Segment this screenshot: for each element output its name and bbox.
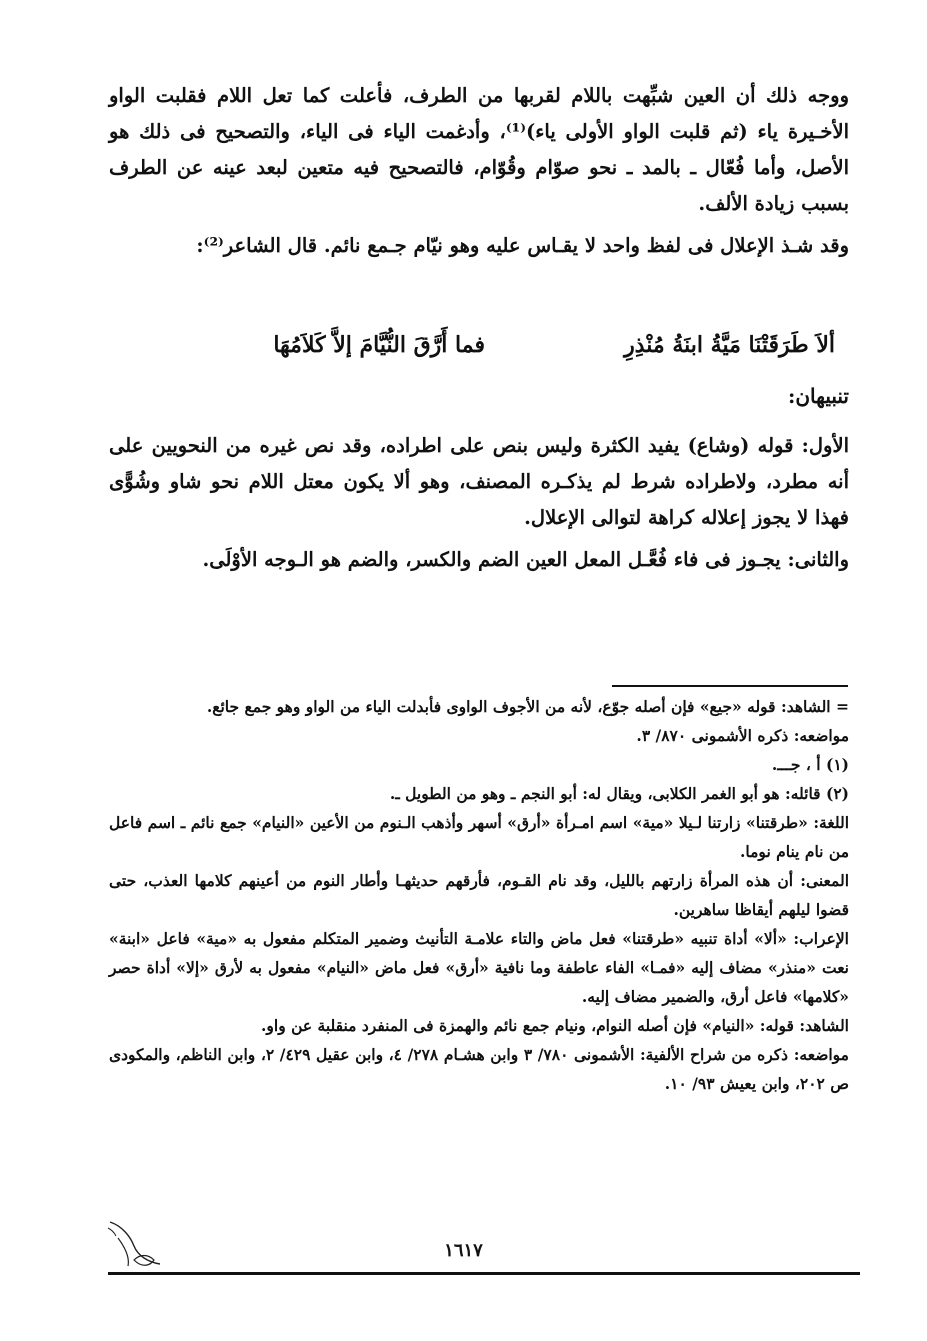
page-number: ١٦١٧ (444, 1240, 483, 1261)
footnote (109, 866, 849, 924)
footnote-label: الشاهد: (799, 1016, 849, 1035)
footnote-text: أن هذه المرأة زارتهم بالليل، وقد نام القـوم، فأرقهم حديثهـا وأطار النوم من أعينهم كلامها العذب، حتى قضوا ليلهم أيقاظا ساهرين. (109, 871, 849, 919)
footnote-label: المعنى: (800, 871, 850, 890)
footnote (109, 779, 849, 808)
footnote-text: قوله: «النيام» فإن أصله النوام، ونيام جمع نائم والهمزة فى المنفرد منقلبة عن واو. (261, 1016, 794, 1035)
paragraph: والثانى: يجـوز فى فاء فُعَّـل المعل العين الضم والكسر، والضم هو الـوجه الأوْلَى. (202, 548, 849, 571)
section-heading: تنبيهان: (787, 384, 849, 408)
footnote-text: هو أبو الغمر الكلابى، ويقال له: أبو النجم ـ وهو من الطويل ـ. (389, 784, 780, 803)
footnote-text: أ ، جـــ. (771, 755, 821, 774)
footnote-text: «ألا» أداة تنبيه «طرقتنا» فعل ماض والتاء علامـة التأنيث وضمير المتكلم مفعول به «مية» فاعل «ابنة» نعت «منذر» مضاف إليه «فمـا» الفاء عاطفة وما نافية «أرق» فعل ماض «النيام» مفعول به لأرق «إلا» أداة حصر «كلامها» فاعل أرق، والضمير مضاف إليه. (109, 929, 849, 1006)
bottom-rule (108, 1272, 860, 1275)
footnote-label: مواضعه: (793, 726, 849, 745)
footnote-label: اللغة: (813, 813, 849, 832)
footnotes (109, 692, 849, 1098)
footnote (109, 1040, 849, 1098)
footnote (109, 750, 849, 779)
footnote-text: ذكره من شراح الألفية: الأشمونى ٧٨٠/ ٣ وابن هشـام ٢٧٨/ ٤، وابن عقيل ٤٢٩/ ٢، وابن الناظم، والمكودى ص ٢٠٢، وابن يعيش ٩٣/ ١٠. (109, 1045, 849, 1093)
footnote-label: = الشاهد: (781, 697, 849, 716)
footnote-label: مواضعه: (793, 1045, 849, 1064)
footnote (109, 808, 849, 866)
paragraph: الأول: قوله (وشاع) يفيد الكثرة وليس بنص على اطراده، وقد نص غيره من النحويين على أنه مطرد، ولاطراده شرط لم يذكـره المصنف، وهو ألا يكون معتل اللام نحو شاو وشُوًّى فهذا لا يجوز إعلاله كراهة لتوالى الإعلال. (109, 434, 849, 529)
footnote-text: قوله «جيع» فإن أصله جوّع، لأنه من الأجوف الواوى فأبدلت الياء من الواو وهو جمع جائع. (206, 697, 776, 716)
paragraph: وقد شـذ الإعلال فى لفظ واحد لا يقـاس عليه وهو نيّام جـمع نائم. قال الشاعر⁽²⁾: (196, 234, 849, 257)
footnote (109, 924, 849, 1011)
footnote-label: الإعراب: (793, 929, 849, 948)
footnote (109, 721, 849, 750)
poetry-verse (135, 326, 835, 374)
footnote-text: ذكره الأشمونى ٨٧٠/ ٣. (636, 726, 789, 745)
paragraph: ووجه ذلك أن العين شبِّهت باللام لقربها من الطرف، فأعلت كما تعل اللام فقلبت الواو الأخـيرة ياء (ثم قلبت الواو الأولى ياء)⁽¹⁾، وأدغمت الياء فى الياء، والتصحيح فى ذلك هو الأصل، وأما فُعّال ـ بالمد ـ نحو صوّام وقُوّام، فالتصحيح فيه متعين لبعد عينه عن الطرف بسبب زيادة الألف. (109, 84, 849, 215)
verse-second-hemistich: فما أَرَّقَ النُّيَّامَ إلاَّ كَلاَمُهَا (273, 332, 485, 358)
verse-first-hemistich: ألاَ طَرَقَتْنَا مَيَّةُ ابنَةُ مُنْذِرِ (624, 332, 835, 358)
footnote-divider (612, 685, 848, 687)
main-text (109, 78, 849, 270)
footnote (109, 692, 849, 721)
footnote-label: (١) (825, 755, 849, 774)
footnote-text: «طرقتنا» زارتنا لـيلا «مية» اسم امـرأة «أرق» أسهر وأذهب الـنوم من الأعين «النيام» جمع نائم ـ اسم فاعل من نام ينام نوما. (109, 813, 849, 861)
footnote (109, 1011, 849, 1040)
notes-text (109, 428, 849, 584)
footnote-label: (٢) قائله: (784, 784, 849, 803)
